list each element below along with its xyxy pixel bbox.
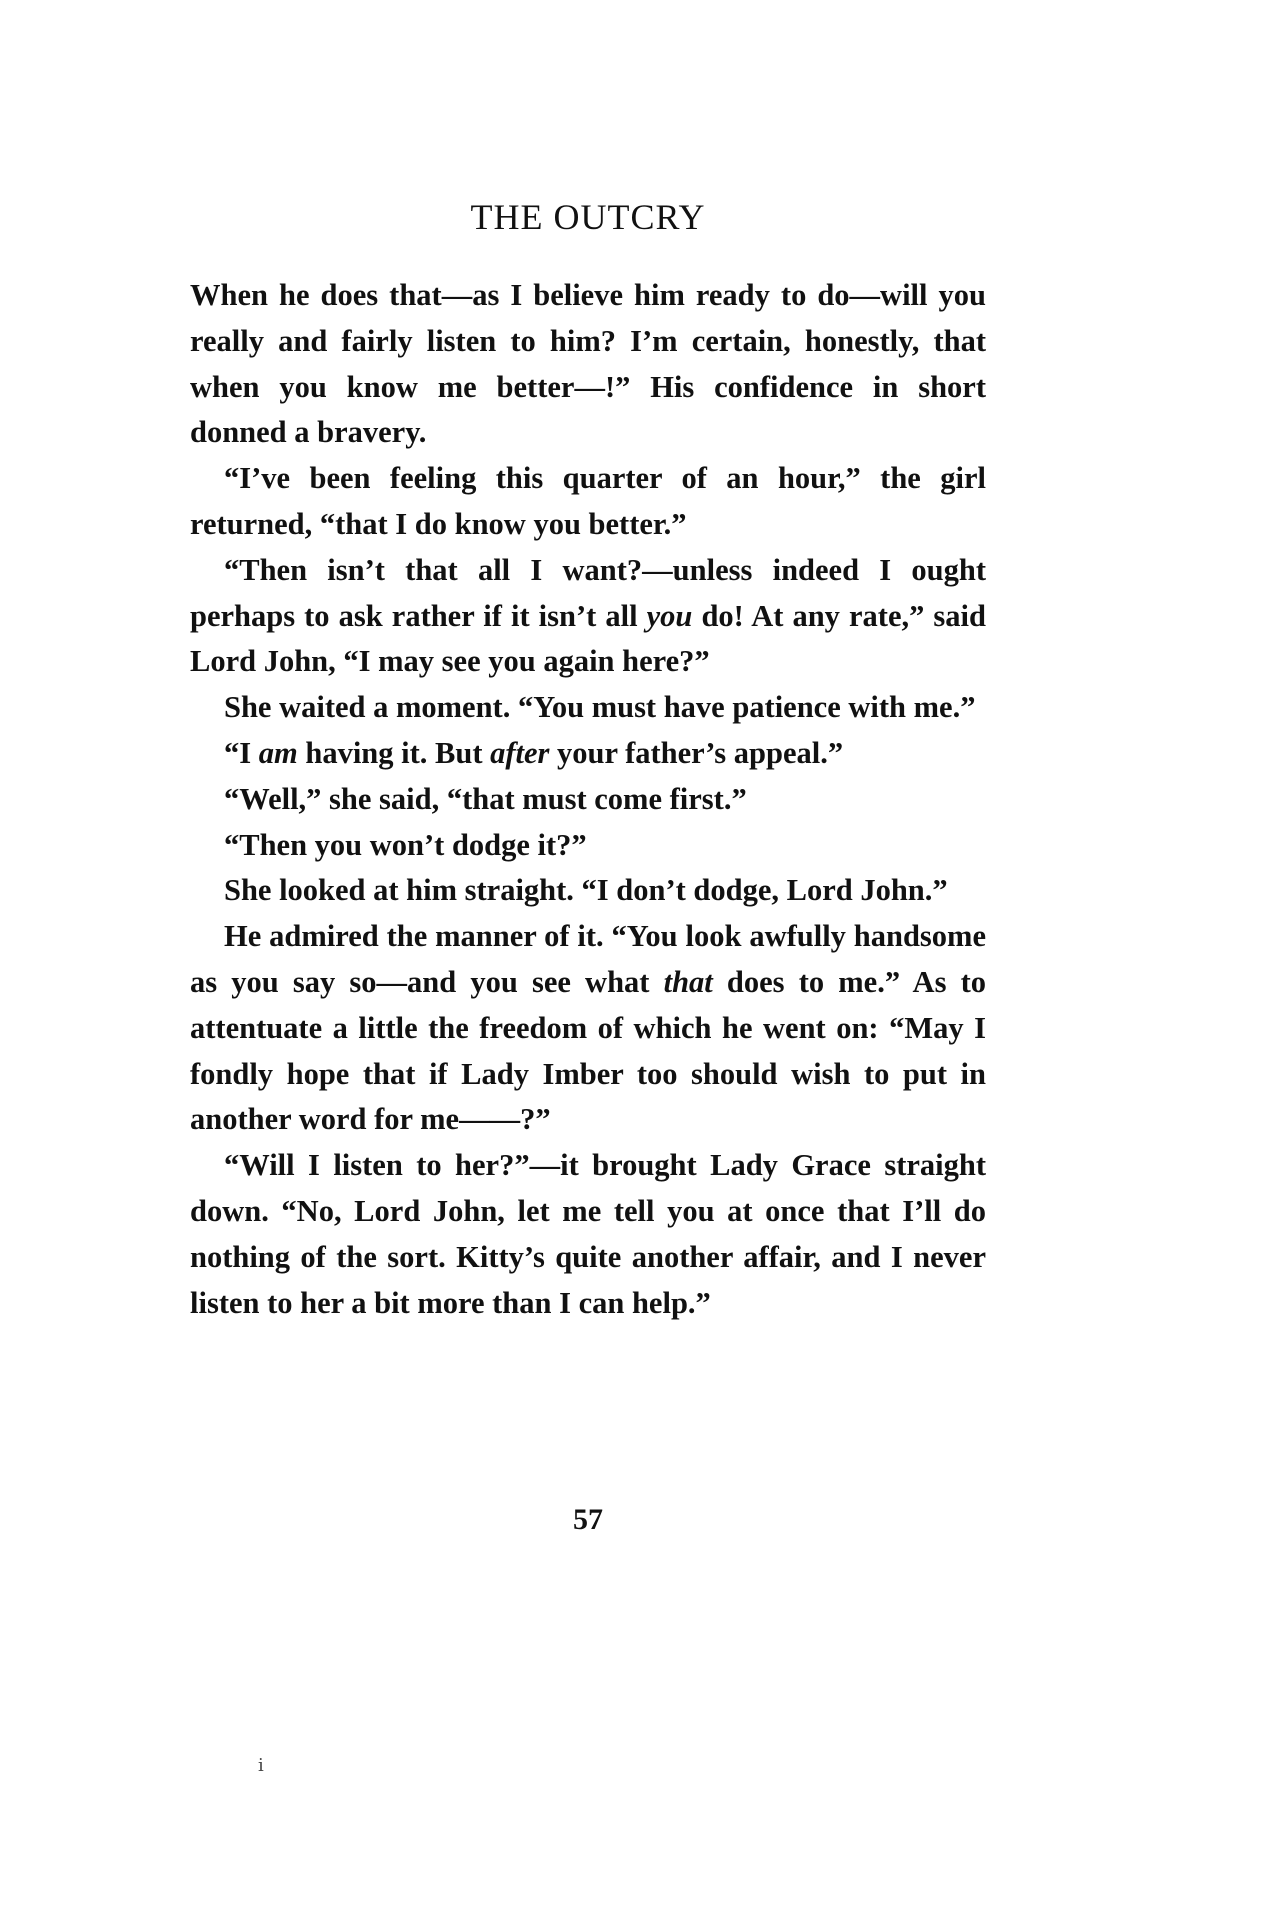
text-run: “I	[224, 735, 259, 770]
paragraph	[190, 731, 986, 777]
text-run: “Will I listen to her?”—it brought Lady Grace straight down. “No, Lord John, let me tell you at once that I’ll do nothing of the sort. Kitty’s quite another affair, and I never listen to her a bit more than I can help.”	[190, 1148, 986, 1320]
paragraph	[190, 777, 986, 823]
paragraph	[190, 685, 986, 731]
scan-speck-mark: ⅰ	[258, 1755, 264, 1775]
italic-word: you	[646, 598, 693, 633]
text-run: having it. But	[297, 735, 491, 770]
text-run: When he does that—as I believe him ready to do—will you really and fairly listen to him? I’m certain, honestly, that when you know me better—!” His confidence in short donned a bravery.	[190, 278, 986, 450]
text-run: He admired the manner of it. “You look awfully handsome as you say so—and you see what	[190, 919, 986, 999]
paragraph	[190, 456, 986, 548]
paragraph	[190, 914, 986, 1143]
page-number: 57	[573, 1503, 603, 1536]
paragraph	[190, 1143, 986, 1326]
text-run: “I’ve been feeling this quarter of an hour,” the girl returned, “that I do know you better.”	[190, 461, 986, 541]
text-run: “Then isn’t that all I want?—unless indeed I ought perhaps to ask rather if it isn’t all	[190, 552, 986, 633]
paragraph	[190, 868, 986, 914]
text-run: “Well,” she said, “that must come first.”	[224, 781, 747, 816]
paragraph	[190, 823, 986, 869]
paragraph	[190, 273, 986, 456]
text-run: She looked at him straight. “I don’t dodge, Lord John.”	[224, 873, 948, 908]
paragraph	[190, 548, 986, 685]
text-run: do! At any rate,” said Lord John, “I may see you again here?”	[190, 598, 986, 679]
text-run: She waited a moment. “You must have patience with me.”	[224, 690, 976, 725]
italic-word: that	[663, 964, 713, 999]
text-run: your father’s appeal.”	[549, 735, 844, 770]
body-text	[190, 273, 986, 1326]
text-run: does to me.” As to attentuate a little the freedom of which he went on: “May I fondly hope that if Lady Imber too should wish to put in another word for me——?”	[190, 964, 986, 1137]
italic-word: after	[490, 735, 550, 770]
running-head-title: THE OUTCRY	[470, 197, 706, 237]
text-run: “Then you won’t dodge it?”	[224, 827, 587, 862]
italic-word: am	[258, 735, 298, 770]
